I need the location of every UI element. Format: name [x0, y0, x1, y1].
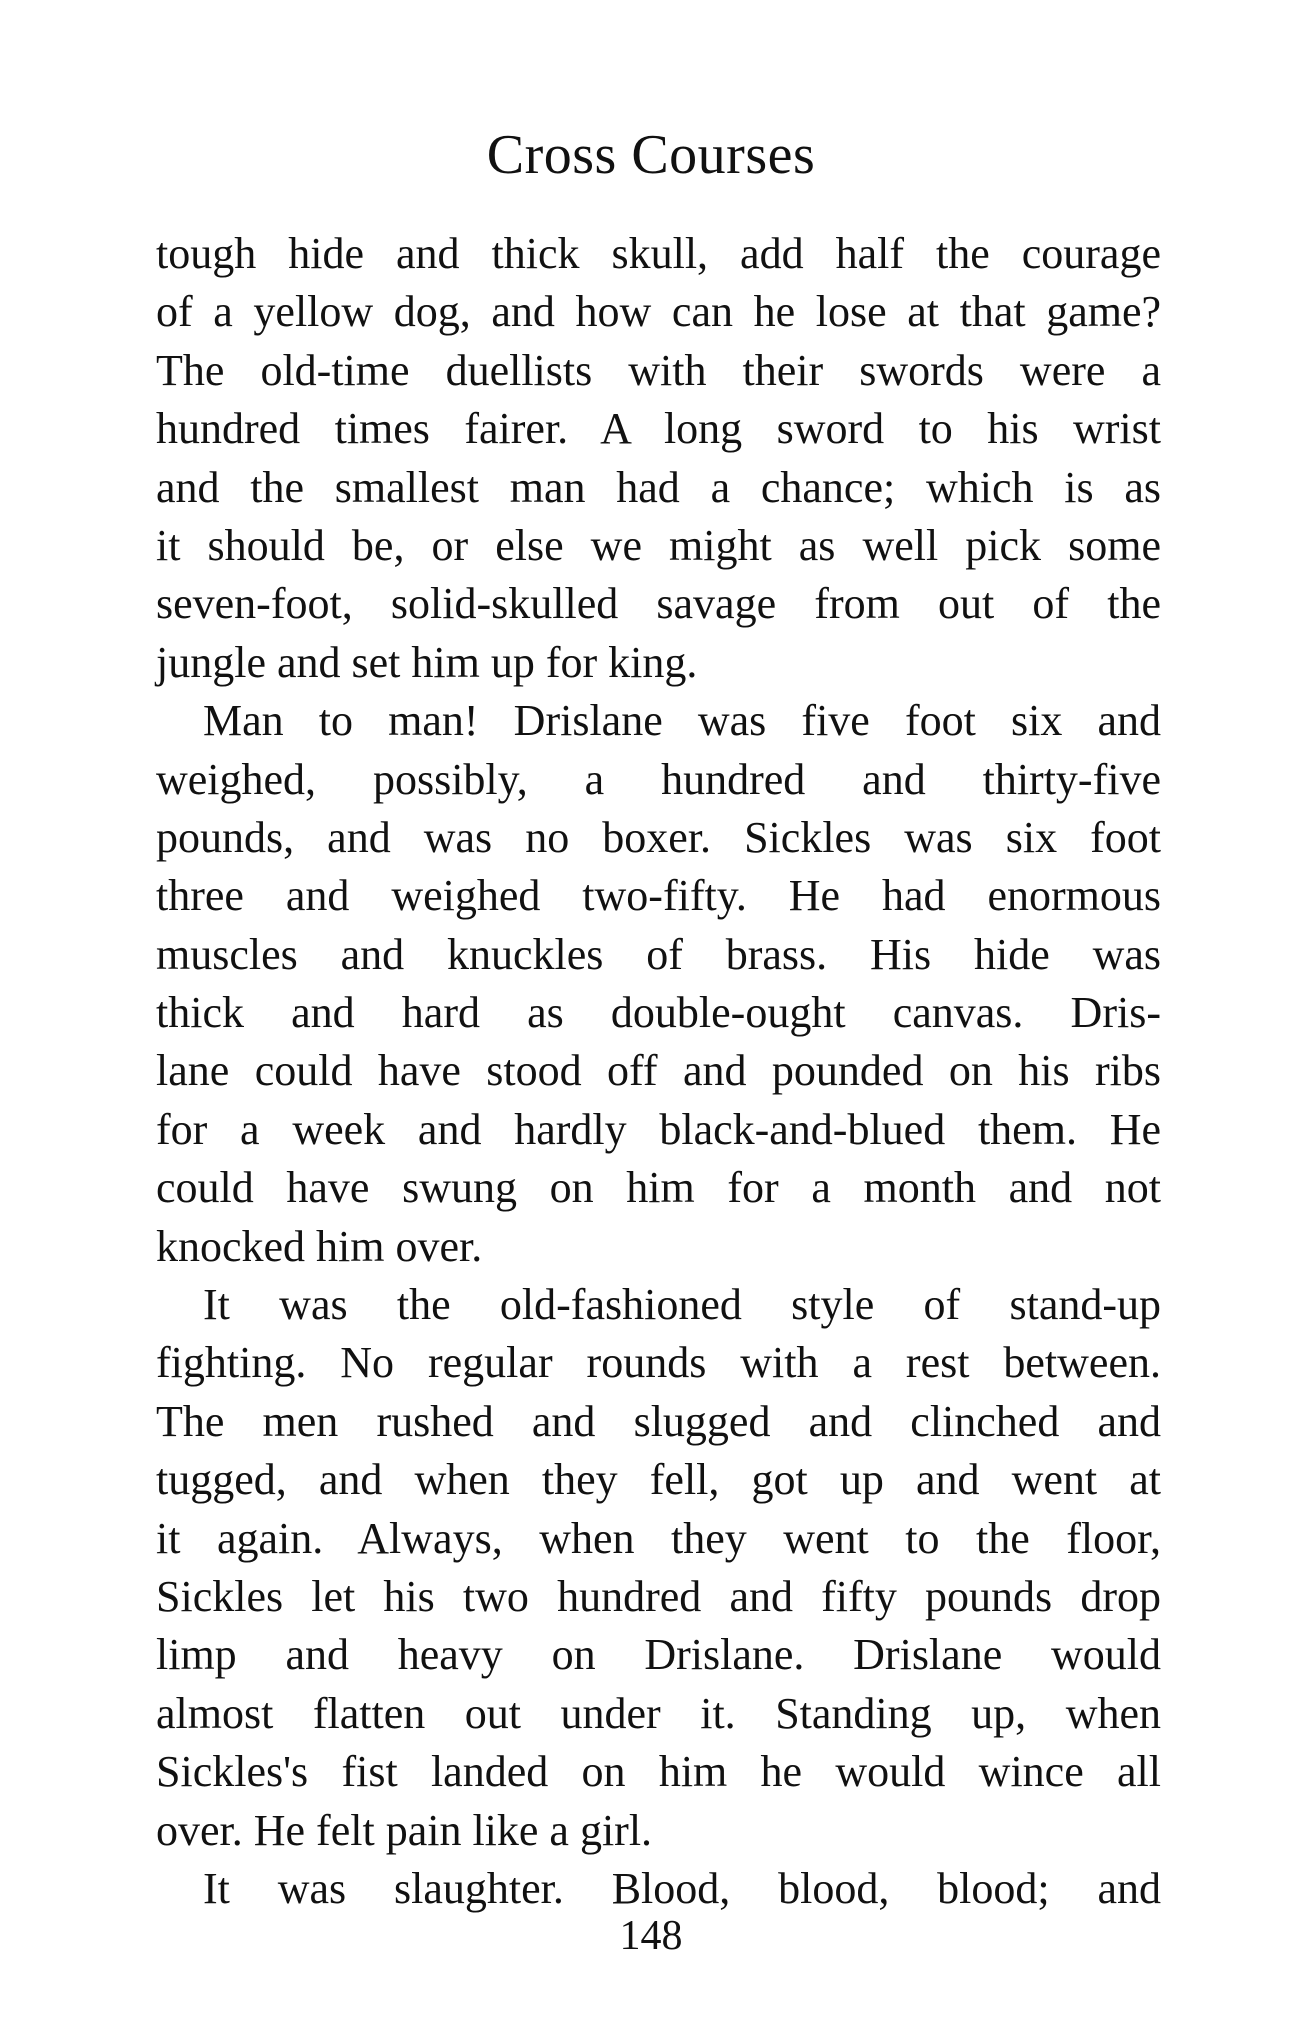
text-line: almost flatten out under it. Standing up, when: [156, 1688, 1161, 1738]
text-line: for a week and hardly black-and-blued them. He: [156, 1104, 1161, 1154]
text-line: The men rushed and slugged and clinched and: [156, 1396, 1161, 1446]
text-line: muscles and knuckles of brass. His hide was: [156, 929, 1161, 979]
text-line: three and weighed two-fifty. He had enormous: [156, 871, 1161, 921]
text-line: fighting. No regular rounds with a rest between.: [156, 1338, 1161, 1388]
text-line: it again. Always, when they went to the floor,: [156, 1513, 1161, 1563]
text-line: The old-time duellists with their swords were a: [156, 345, 1161, 395]
text-line: It was the old-fashioned style of stand-up: [203, 1280, 1161, 1330]
text-line: tough hide and thick skull, add half the courage: [156, 229, 1161, 278]
text-line: Sickles's fist landed on him he would wince all: [156, 1747, 1161, 1797]
text-line: of a yellow dog, and how can he lose at that game?: [156, 287, 1161, 337]
text-line: It was slaughter. Blood, blood, blood; and: [203, 1863, 1161, 1913]
body-text: [156, 225, 1161, 1918]
text-line: seven-foot, solid-skulled savage from out of the: [156, 579, 1161, 629]
text-line: pounds, and was no boxer. Sickles was six foot: [156, 812, 1161, 862]
text-line: Sickles let his two hundred and fifty pounds drop: [156, 1571, 1161, 1621]
text-line: tugged, and when they fell, got up and went at: [156, 1455, 1161, 1505]
text-line: jungle and set him up for king.: [156, 637, 698, 687]
text-line: Man to man! Drislane was five foot six and: [203, 696, 1161, 746]
running-head: Cross Courses: [486, 124, 816, 186]
text-line: weighed, possibly, a hundred and thirty-five: [156, 754, 1161, 804]
text-line: limp and heavy on Drislane. Drislane would: [156, 1630, 1161, 1680]
text-line: and the smallest man had a chance; which is as: [156, 462, 1161, 512]
text-line: could have swung on him for a month and not: [156, 1163, 1161, 1213]
text-line: hundred times fairer. A long sword to his wrist: [156, 404, 1161, 454]
page-number: 148: [619, 1913, 683, 1959]
text-line: thick and hard as double-ought canvas. Dris-: [156, 988, 1161, 1038]
text-line: lane could have stood off and pounded on his ribs: [156, 1046, 1161, 1096]
text-line: over. He felt pain like a girl.: [156, 1805, 653, 1855]
text-line: it should be, or else we might as well pick some: [156, 520, 1161, 570]
text-line: knocked him over.: [156, 1221, 483, 1271]
